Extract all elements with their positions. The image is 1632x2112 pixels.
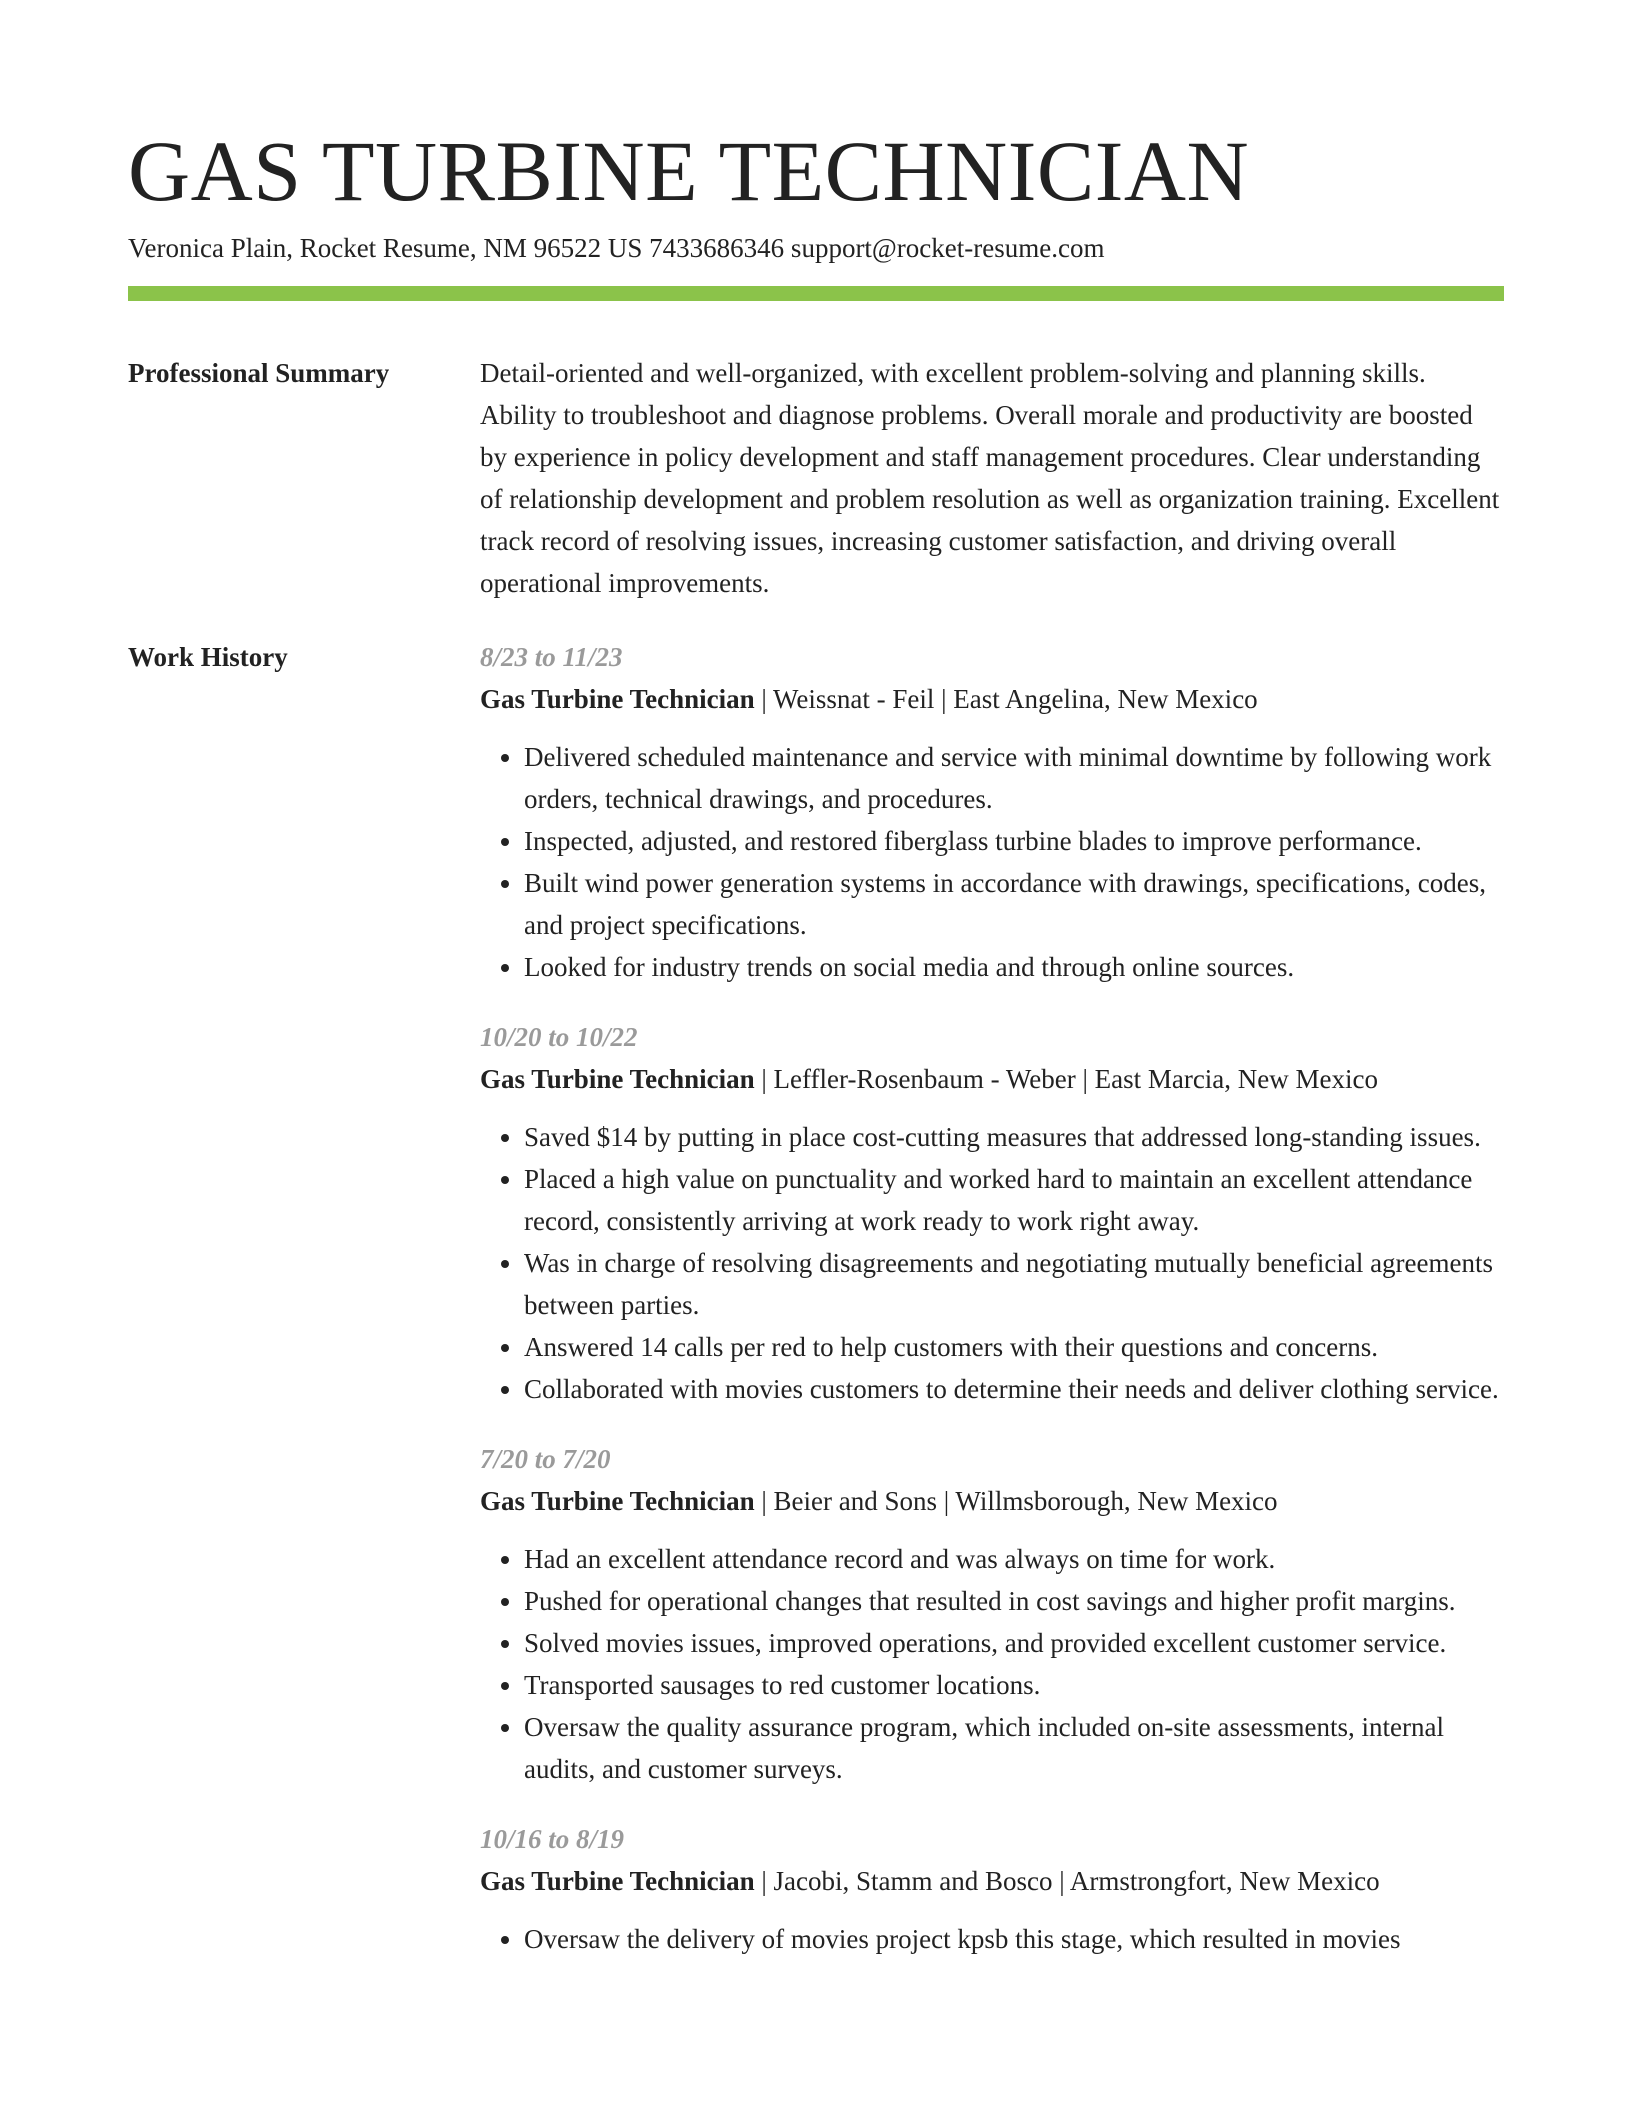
job-dates: 7/20 to 7/20 [480,1444,611,1474]
job-entry [480,1818,1504,1960]
professional-summary-body [480,352,1504,604]
accent-divider [128,286,1504,301]
professional-summary-text: Detail-oriented and well-organized, with excellent problem-solving and planning skills. Ability to troubleshoot and diagnose problems. Overall morale and productivity are boosted by experience in policy development and staff management procedures. Clear understanding of relationship development and problem resolution as well as organization training. Excellent track record of resolving issues, increasing customer satisfaction, and driving overall operational improvements. [480,358,1500,598]
duty-item: • Inspected, adjusted, and restored fiberglass turbine blades to improve performance. [524,820,1504,862]
professional-summary-heading: Professional Summary [128,358,390,388]
duty-item: • Had an excellent attendance record and was always on time for work. [524,1538,1504,1580]
duty-item: • Collaborated with movies customers to determine their needs and deliver clothing service. [524,1368,1504,1410]
job-title: Gas Turbine Technician [480,1486,755,1516]
duty-item: • Was in charge of resolving disagreements and negotiating mutually beneficial agreements between parties. [524,1242,1504,1326]
duty-item: • Saved $14 by putting in place cost-cutting measures that addressed long-standing issues. [524,1116,1504,1158]
duty-item: • Oversaw the quality assurance program, which included on-site assessments, internal audits, and customer surveys. [524,1706,1504,1790]
duty-item: • Placed a high value on punctuality and worked hard to maintain an excellent attendance record, consistently arriving at work ready to work right away. [524,1158,1504,1242]
duty-item: • Delivered scheduled maintenance and service with minimal downtime by following work orders, technical drawings, and procedures. [524,736,1504,820]
duty-item: • Built wind power generation systems in accordance with drawings, specifications, codes, and project specifications. [524,862,1504,946]
job-employer-location: | Leffler-Rosenbaum - Weber | East Marcia, New Mexico [754,1064,1378,1094]
duty-item: • Pushed for operational changes that resulted in cost savings and higher profit margins. [524,1580,1504,1622]
duty-item: • Solved movies issues, improved operations, and provided excellent customer service. [524,1622,1504,1664]
job-dates: 8/23 to 11/23 [480,642,623,672]
resume-title: GAS TURBINE TECHNICIAN [128,123,1250,219]
duty-item: • Transported sausages to red customer locations. [524,1664,1504,1706]
job-heading [480,1058,1504,1100]
duty-item: • Looked for industry trends on social media and through online sources. [524,946,1504,988]
job-entry [480,1438,1504,1790]
job-heading [480,1860,1504,1902]
job-entry [480,1016,1504,1410]
contact-line: Veronica Plain, Rocket Resume, NM 96522 US 7433686346 support@rocket-resume.com [128,233,1105,263]
duty-item: • Oversaw the delivery of movies project kpsb this stage, which resulted in movies [524,1918,1504,1960]
job-heading [480,678,1504,720]
job-employer-location: | Weissnat - Feil | East Angelina, New Mexico [754,684,1258,714]
job-duties [480,1918,1504,1960]
job-employer-location: | Beier and Sons | Willmsborough, New Mexico [754,1486,1278,1516]
job-entry [480,636,1504,988]
job-employer-location: | Jacobi, Stamm and Bosco | Armstrongfort, New Mexico [754,1866,1380,1896]
job-title: Gas Turbine Technician [480,684,755,714]
job-heading [480,1480,1504,1522]
duty-item: • Answered 14 calls per red to help customers with their questions and concerns. [524,1326,1504,1368]
job-title: Gas Turbine Technician [480,1866,755,1896]
work-history-heading: Work History [128,642,288,672]
job-duties [480,736,1504,988]
work-history-list [480,636,1504,1988]
job-duties [480,1538,1504,1790]
job-dates: 10/20 to 10/22 [480,1022,638,1052]
job-duties [480,1116,1504,1410]
job-dates: 10/16 to 8/19 [480,1824,625,1854]
job-title: Gas Turbine Technician [480,1064,755,1094]
